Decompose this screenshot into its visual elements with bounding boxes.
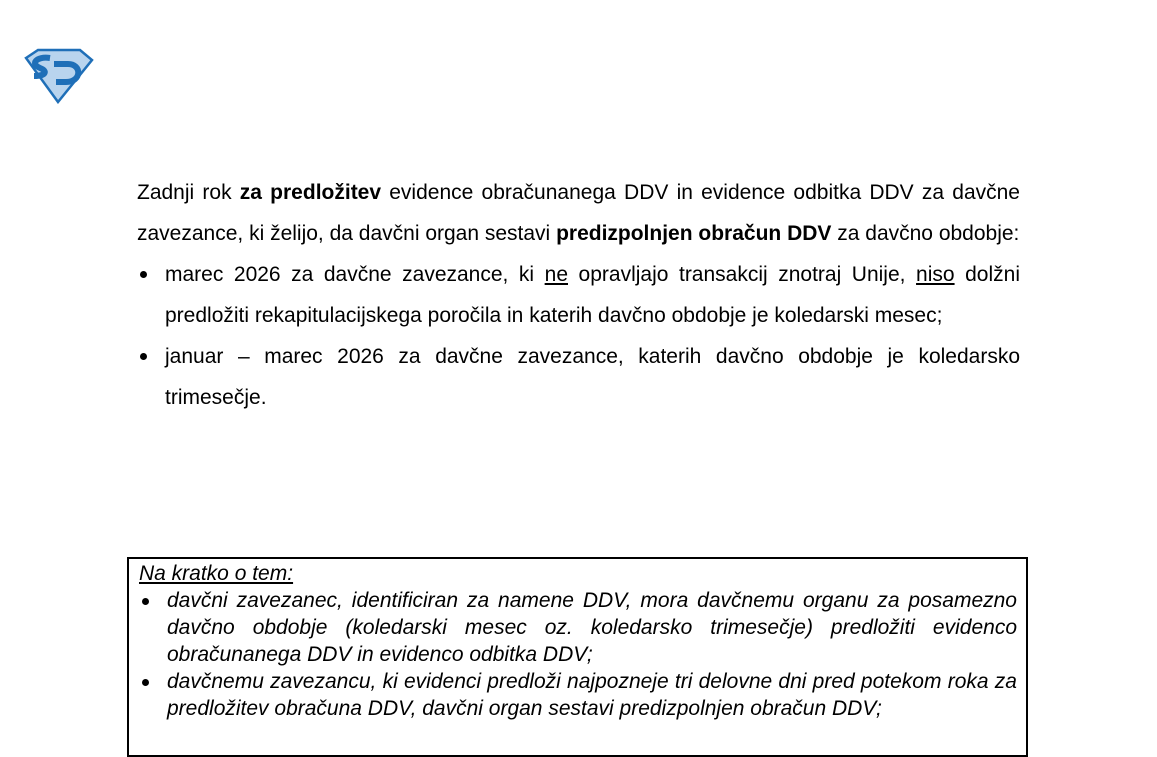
deadline-list [137,254,1020,418]
list-item [137,336,1020,418]
text: Zadnji rok [137,181,240,204]
bold-text: za predložitev [239,181,382,204]
text: evidence obračunanega DDV in evidence odbitka DDV za davčne zavezance, ki želijo, da davčni organ sestavi [137,181,1020,245]
list-item [137,254,1020,336]
bold-text: predizpolnjen obračun DDV [556,222,832,245]
text: dolžni predložiti rekapitulacijskega poročila in katerih davčno obdobje je koledarski mesec; [165,263,1020,327]
text: opravljajo transakcij znotraj Unije, [568,263,917,286]
list-item: davčnemu zavezancu, ki evidenci predloži najpozneje tri delovne dni pred potekom roka za predložitev obračuna DDV, davčni organ sestavi predizpolnjen obračun DDV; [139,668,1017,722]
summary-title: Na kratko o tem: [139,562,294,585]
underlined-text: niso [916,263,955,286]
summary-list [139,587,1017,722]
text: za davčno obdobje: [831,222,1020,245]
document-body [137,172,1020,418]
intro-paragraph [137,172,1020,254]
list-item: davčni zavezanec, identificiran za namene DDV, mora davčnemu organu za posamezno davčno obdobje (koledarski mesec oz. koledarsko trimesečje) predložiti evidenco obračunanega DDV in evidenco odbitka DDV; [139,587,1017,668]
logo-icon [22,48,94,104]
text: marec 2026 za davčne zavezance, ki [165,263,545,286]
summary-box [127,557,1028,757]
underlined-text: ne [544,263,568,286]
text: januar – marec 2026 za davčne zavezance, katerih davčno obdobje je koledarsko trimesečje. [165,345,1020,409]
